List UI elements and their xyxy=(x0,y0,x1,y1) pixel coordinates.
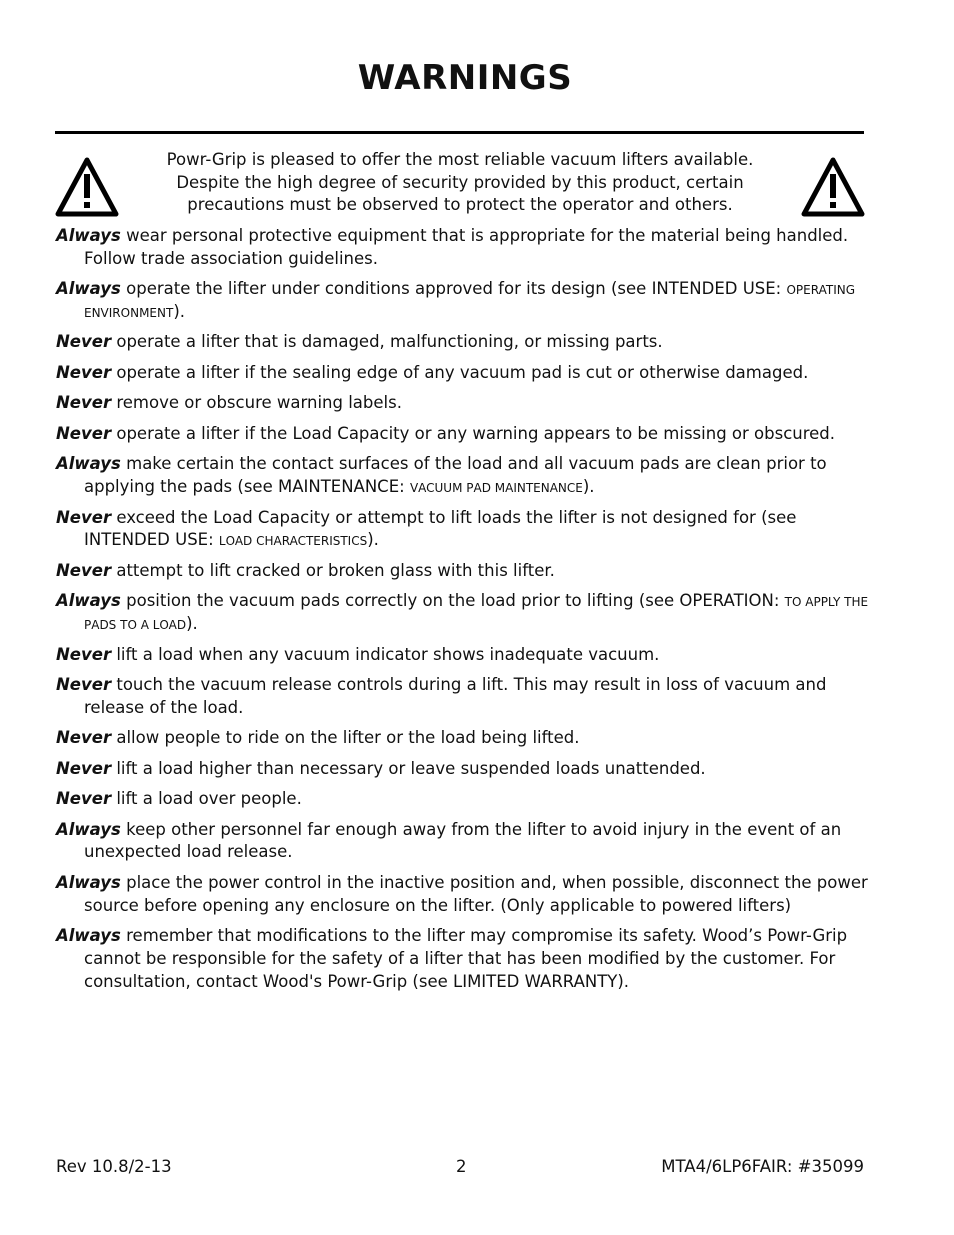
reference-close: ). xyxy=(367,530,379,550)
warning-item xyxy=(56,507,871,552)
revision-label: Rev 10.8/2-13 xyxy=(56,1157,172,1176)
warning-text: allow people to ride on the lifter or the load being lifted. xyxy=(116,728,580,748)
intro-line: precautions must be observed to protect the operator and others. xyxy=(187,195,733,215)
warning-text: keep other personnel far enough away from the lifter to avoid injury in the event of an unexpected load release. xyxy=(84,819,842,862)
warning-keyword: Never xyxy=(56,393,112,413)
warning-text: lift a load over people. xyxy=(116,789,302,809)
model-number: MTA4/6LP6FAIR: #35099 xyxy=(661,1157,864,1176)
warning-keyword: Always xyxy=(56,591,121,611)
reference-close: ). xyxy=(173,301,185,321)
warning-text: remember that modifications to the lifter may compromise its safety. Wood’s Powr-Grip cannot be responsible for the safety of a lifter that has been modified by the customer. For consultation, contact Wood's Powr-Grip (see LIMITED WARRANTY). xyxy=(84,926,848,991)
warning-item xyxy=(56,872,871,917)
warning-keyword: Never xyxy=(56,758,112,778)
warning-keyword: Never xyxy=(56,675,112,695)
warning-item xyxy=(56,423,871,446)
warning-text: wear personal protective equipment that is appropriate for the material being handled. Follow trade association guidelines. xyxy=(84,226,849,268)
reference-close: ). xyxy=(582,477,595,497)
warning-text: lift a load higher than necessary or leave suspended loads unattended. xyxy=(116,758,706,778)
page-title: WARNINGS xyxy=(357,58,573,98)
section-reference: Operating Environment xyxy=(84,279,856,321)
warning-keyword: Always xyxy=(56,226,121,245)
warning-keyword: Always xyxy=(56,454,121,474)
intro-line: Powr-Grip is pleased to offer the most reliable vacuum lifters available. xyxy=(166,150,754,169)
warning-text: remove or obscure warning labels. xyxy=(116,393,402,413)
intro-text xyxy=(155,149,765,217)
warning-text: operate a lifter if the Load Capacity or any warning appears to be missing or obscured. xyxy=(116,423,836,443)
warning-item xyxy=(56,392,871,415)
warning-text: position the vacuum pads correctly on the load prior to lifting (see OPERATION: xyxy=(126,591,785,611)
warning-keyword: Always xyxy=(56,279,121,299)
warning-triangle-icon xyxy=(54,156,120,218)
warning-keyword: Always xyxy=(56,872,121,892)
section-reference: Load Characteristics xyxy=(218,530,368,550)
warning-keyword: Never xyxy=(56,423,112,443)
warning-item xyxy=(56,453,871,498)
warning-item xyxy=(56,278,871,323)
warning-text: operate a lifter if the sealing edge of any vacuum pad is cut or otherwise damaged. xyxy=(116,362,809,382)
warning-keyword: Never xyxy=(56,362,112,382)
warning-text: make certain the contact surfaces of the load and all vacuum pads are clean prior to applying the pads (see MAINTENANCE: xyxy=(84,454,827,497)
title-divider xyxy=(55,131,864,134)
warning-keyword: Never xyxy=(56,644,112,664)
warning-text: place the power control in the inactive position and, when possible, disconnect the power source before opening any enclosure on the lifter. (Only applicable to powered lifters) xyxy=(84,872,868,915)
warning-item xyxy=(56,644,871,667)
warning-item xyxy=(56,819,871,864)
warning-text: operate the lifter under conditions approved for its design (see INTENDED USE: xyxy=(126,279,787,299)
warning-keyword: Always xyxy=(56,819,121,839)
reference-close: ). xyxy=(186,614,198,634)
warning-item xyxy=(56,727,871,750)
warning-text: attempt to lift cracked or broken glass with this lifter. xyxy=(116,560,555,580)
warning-list xyxy=(56,225,871,1001)
warning-keyword: Never xyxy=(56,507,112,527)
warning-item xyxy=(56,225,871,270)
warning-item xyxy=(56,362,871,385)
warning-keyword: Never xyxy=(56,560,112,580)
warning-item xyxy=(56,758,871,781)
warning-text: lift a load when any vacuum indicator shows inadequate vacuum. xyxy=(116,644,660,664)
warning-item xyxy=(56,560,871,583)
warning-text: exceed the Load Capacity or attempt to lift loads the lifter is not designed for (see INTENDED USE: xyxy=(84,507,797,550)
section-reference: Vacuum Pad Maintenance xyxy=(409,477,583,497)
warning-keyword: Never xyxy=(56,332,112,352)
intro-line: Despite the high degree of security provided by this product, certain xyxy=(176,172,744,192)
warning-item xyxy=(56,590,871,635)
warning-triangle-icon xyxy=(800,156,866,218)
warning-keyword: Never xyxy=(56,728,112,748)
warning-item xyxy=(56,788,871,811)
section-reference: To Apply the Pads to a Load xyxy=(84,591,869,634)
warning-item xyxy=(56,925,871,993)
warning-keyword: Never xyxy=(56,789,112,809)
warning-item xyxy=(56,331,871,354)
page-number: 2 xyxy=(456,1157,467,1176)
warning-text: touch the vacuum release controls during a lift. This may result in loss of vacuum and release of the load. xyxy=(84,675,827,717)
warning-keyword: Always xyxy=(56,926,121,946)
warning-item xyxy=(56,674,871,719)
warning-text: operate a lifter that is damaged, malfunctioning, or missing parts. xyxy=(116,332,663,352)
